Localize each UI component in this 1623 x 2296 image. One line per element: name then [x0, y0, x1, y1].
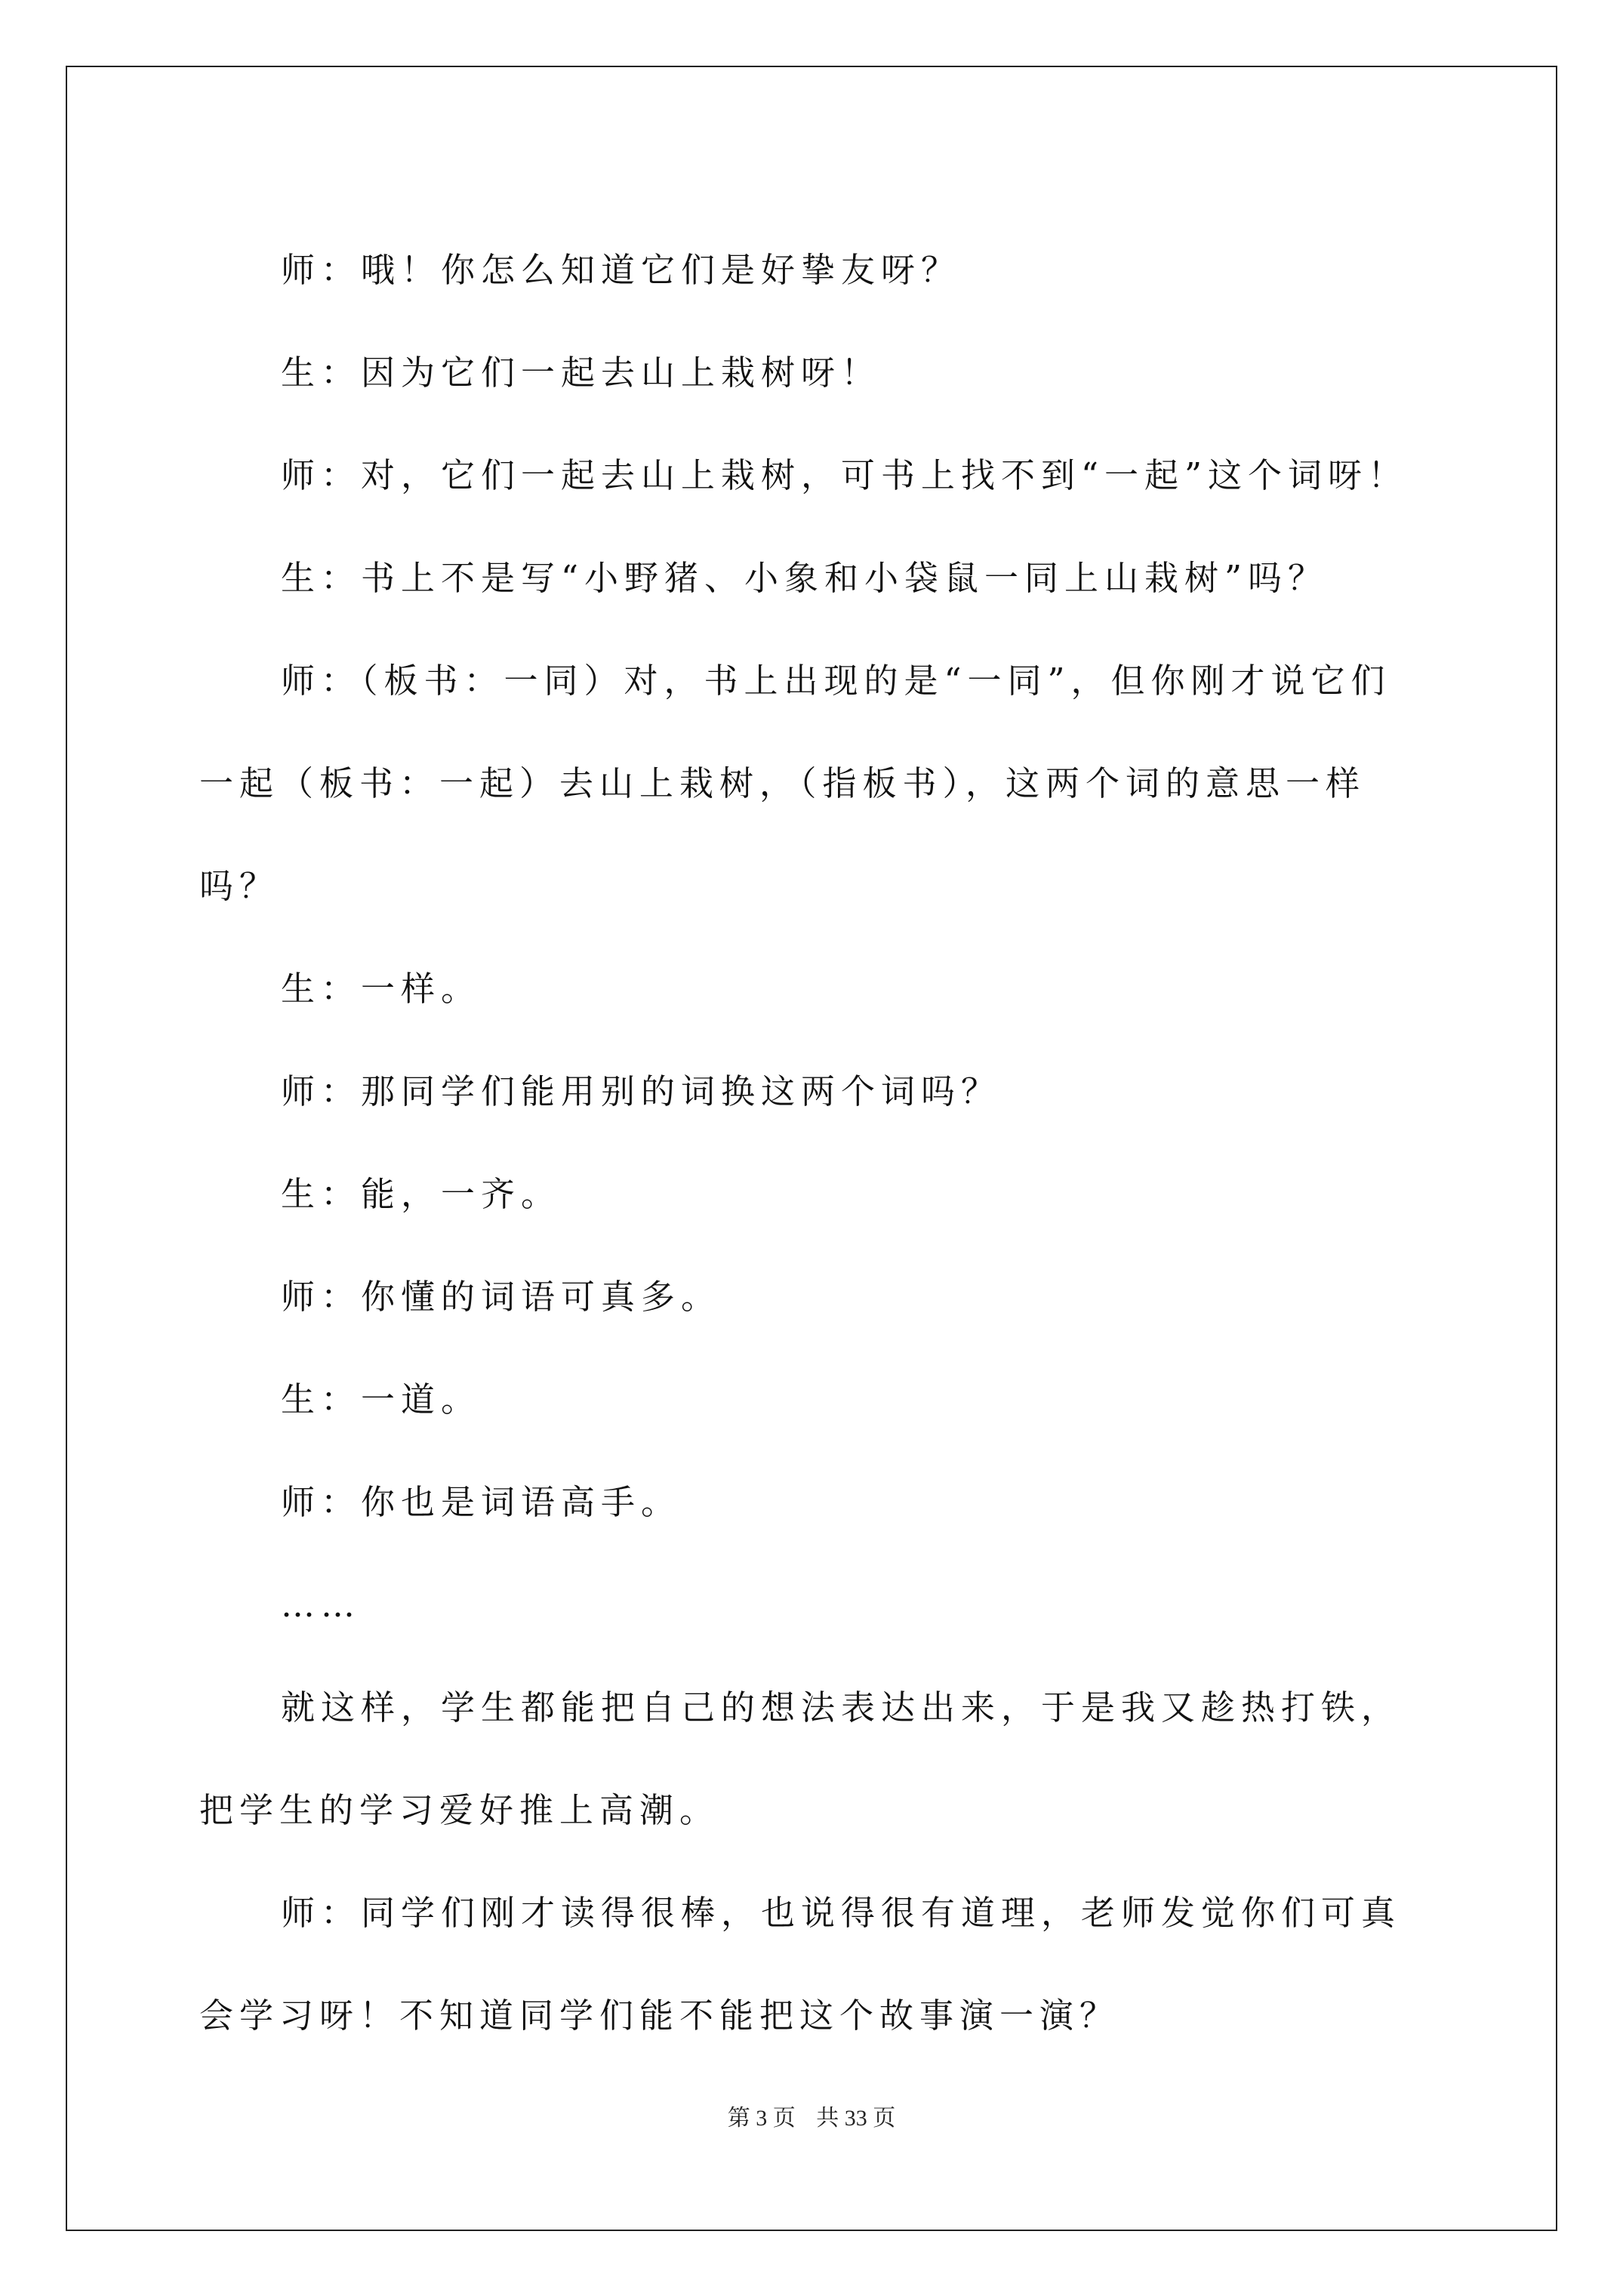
paragraph-line: 师：哦！你怎么知道它们是好挚友呀？	[281, 250, 962, 290]
paragraph-line: 师：（板书：一同）对，书上出现的是“一同”，但你刚才说它们	[281, 661, 1391, 701]
paragraph-line: 师：你也是词语高手。	[281, 1482, 682, 1522]
paragraph-line: 师：你懂的词语可真多。	[281, 1277, 722, 1317]
paragraph-line: 就这样，学生都能把自己的想法表达出来，于是我又趁热打铁，	[281, 1687, 1402, 1727]
paragraph-line: 生：书上不是写“小野猪、小象和小袋鼠一同上山栽树”吗？	[281, 558, 1329, 598]
paragraph-continuation: 把学生的学习爱好推上高潮。	[199, 1790, 720, 1830]
page-footer	[0, 2099, 1623, 2132]
page-number: 第 3 页	[727, 2106, 796, 2131]
document-body	[199, 219, 1430, 2067]
paragraph-line: 生：能，一齐。	[281, 1174, 562, 1214]
paragraph-line: 师：那同学们能用别的词换这两个词吗？	[281, 1071, 1002, 1111]
total-pages: 共 33 页	[816, 2106, 896, 2131]
paragraph-line: 师：同学们刚才读得很棒，也说得很有道理，老师发觉你们可真	[281, 1893, 1402, 1933]
paragraph-continuation: 会学习呀！不知道同学们能不能把这个故事演一演？	[199, 1996, 1120, 2036]
paragraph-line: 生：一道。	[281, 1379, 482, 1419]
paragraph-line: 生：一样。	[281, 969, 482, 1009]
paragraph-line: 师：对，它们一起去山上栽树，可书上找不到“一起”这个词呀！	[281, 455, 1409, 495]
ellipsis-line: ……	[281, 1585, 361, 1625]
paragraph-continuation: 一起（板书：一起）去山上栽树，（指板书），这两个词的意思一样吗？	[199, 763, 1366, 906]
paragraph-line: 生：因为它们一起去山上栽树呀！	[281, 353, 882, 393]
